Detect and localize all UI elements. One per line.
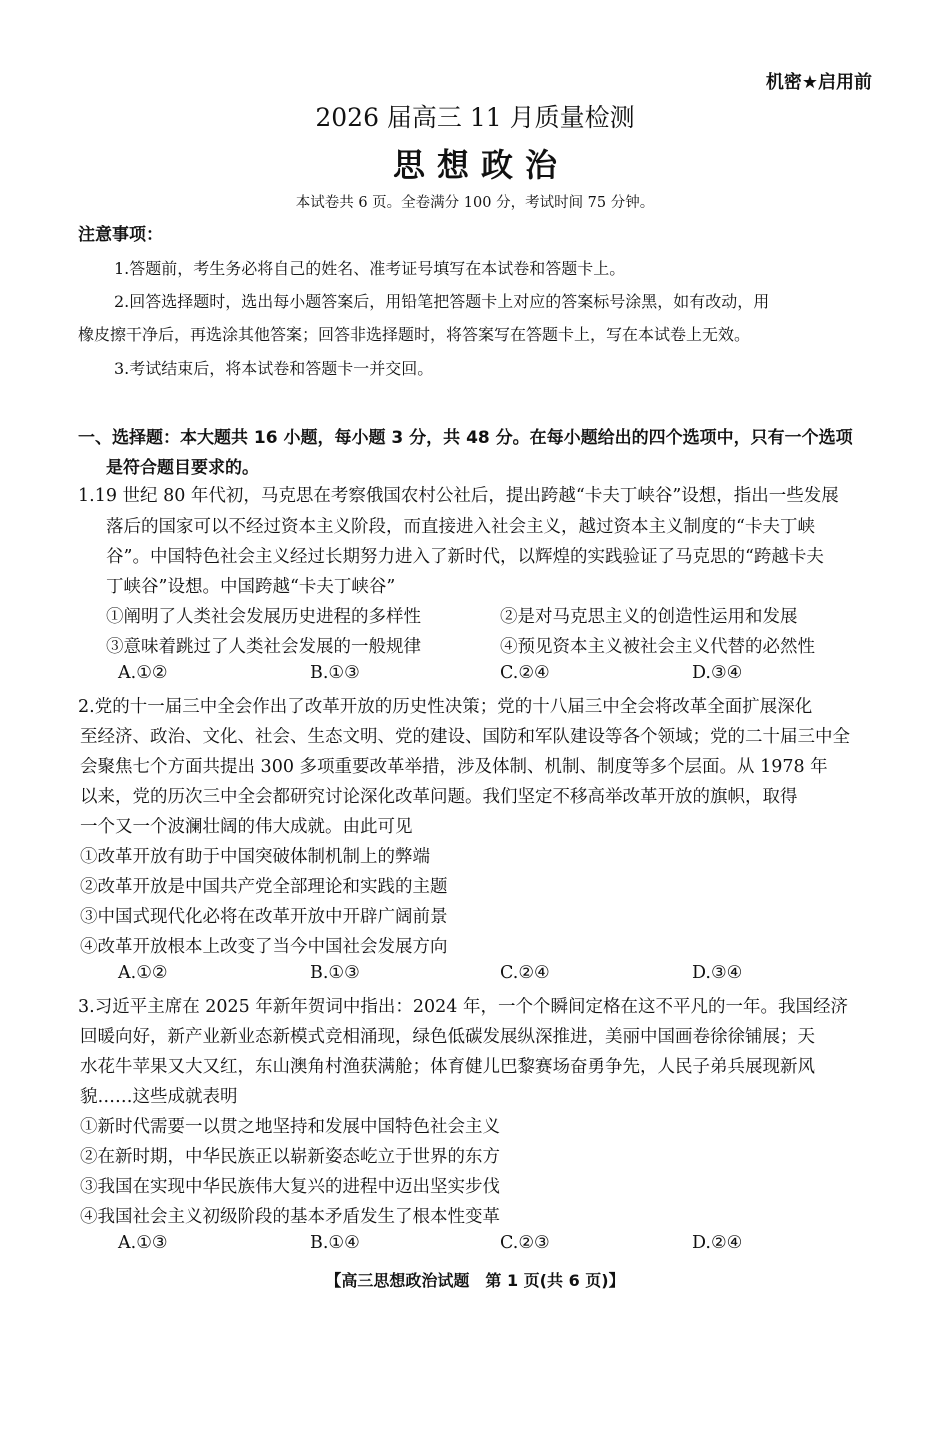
statement-option: ①改革开放有助于中国突破体制机制上的弊端 xyxy=(80,847,430,867)
answer-choice-d: D.③④ xyxy=(692,963,743,983)
answer-choice-a: A.①② xyxy=(118,663,168,683)
answer-choice-a: A.①③ xyxy=(118,1233,168,1253)
answer-choice-c: C.②④ xyxy=(500,963,550,983)
exam-title: 2026 届高三 11 月质量检测 xyxy=(315,103,635,132)
exam-info: 本试卷共 6 页。全卷满分 100 分，考试时间 75 分钟。 xyxy=(295,195,655,211)
question-stem-line: 丁峡谷”设想。中国跨越“卡夫丁峡谷” xyxy=(106,577,396,597)
statement-option: ①阐明了人类社会发展历史进程的多样性 xyxy=(106,607,421,627)
answer-choice-b: B.①③ xyxy=(310,663,360,683)
statement-option: ①新时代需要一以贯之地坚持和发展中国特色社会主义 xyxy=(80,1117,500,1137)
question-stem-line: 以来，党的历次三中全会都研究讨论深化改革问题。我们坚定不移高举改革开放的旗帜，取得 xyxy=(80,787,798,807)
answer-choice-c: C.②④ xyxy=(500,663,550,683)
notice-title: 注意事项： xyxy=(78,225,163,245)
question-stem-line: 谷”。中国特色社会主义经过长期努力进入了新时代，以辉煌的实践验证了马克思的“跨越卡夫 xyxy=(106,547,824,567)
statement-option: ②改革开放是中国共产党全部理论和实践的主题 xyxy=(80,877,448,897)
question-stem-line: 3.习近平主席在 2025 年新年贺词中指出：2024 年，一个个瞬间定格在这不平凡的一年。我国经济 xyxy=(78,997,848,1017)
statement-option: ②是对马克思主义的创造性运用和发展 xyxy=(500,607,798,627)
question-stem-line: 2.党的十一届三中全会作出了改革开放的历史性决策；党的十八届三中全会将改革全面扩展深化 xyxy=(78,697,813,717)
statement-option: ④预见资本主义被社会主义代替的必然性 xyxy=(500,637,815,657)
question-stem-line: 1.19 世纪 80 年代初，马克思在考察俄国农村公社后，提出跨越“卡夫丁峡谷”设想，指出一些发展 xyxy=(78,486,839,506)
notice-item-1: 1.答题前，考生务必将自己的姓名、准考证号填写在本试卷和答题卡上。 xyxy=(114,259,626,278)
answer-choice-c: C.②③ xyxy=(500,1233,550,1253)
statement-option: ④我国社会主义初级阶段的基本矛盾发生了根本性变革 xyxy=(80,1207,500,1227)
question-stem-line: 至经济、政治、文化、社会、生态文明、党的建设、国防和军队建设等各个领域；党的二十届三中全 xyxy=(80,727,850,747)
answer-choice-a: A.①② xyxy=(118,963,168,983)
question-stem-line: 回暖向好，新产业新业态新模式竞相涌现，绿色低碳发展纵深推进，美丽中国画卷徐徐铺展；天 xyxy=(80,1027,815,1047)
statement-option: ②在新时期，中华民族正以崭新姿态屹立于世界的东方 xyxy=(80,1147,500,1167)
answer-choice-d: D.③④ xyxy=(692,663,743,683)
subject-title: 思想政治 xyxy=(392,146,569,184)
answer-choice-b: B.①③ xyxy=(310,963,360,983)
page-footer: 【高三思想政治试题 第 1 页(共 6 页)】 xyxy=(325,1271,625,1290)
answer-choice-d: D.②④ xyxy=(692,1233,743,1253)
answer-choice-b: B.①④ xyxy=(310,1233,360,1253)
question-stem-line: 水花牛苹果又大又红，东山澳角村渔获满舱；体育健儿巴黎赛场奋勇争先，人民子弟兵展现新风 xyxy=(80,1057,815,1077)
notice-item-2: 2.回答选择题时，选出每小题答案后，用铅笔把答题卡上对应的答案标号涂黑，如有改动，用 xyxy=(114,292,770,311)
section-heading: 一、选择题：本大题共 16 小题，每小题 3 分，共 48 分。在每小题给出的四个选项中，只有一个选项 xyxy=(78,428,853,448)
statement-option: ③中国式现代化必将在改革开放中开辟广阔前景 xyxy=(80,907,448,927)
statement-option: ④改革开放根本上改变了当今中国社会发展方向 xyxy=(80,937,448,957)
confidential-label: 机密★启用前 xyxy=(765,72,872,93)
section-heading-cont: 是符合题目要求的。 xyxy=(106,458,259,478)
question-stem-line: 一个又一个波澜壮阔的伟大成就。由此可见 xyxy=(80,817,413,837)
notice-item-3: 3.考试结束后，将本试卷和答题卡一并交回。 xyxy=(114,359,434,378)
question-stem-line: 落后的国家可以不经过资本主义阶段，而直接进入社会主义，越过资本主义制度的“卡夫丁峡 xyxy=(106,517,815,537)
notice-item-2-cont: 橡皮擦干净后，再选涂其他答案；回答非选择题时，将答案写在答题卡上，写在本试卷上无效。 xyxy=(78,325,751,344)
question-stem-line: 会聚焦七个方面共提出 300 多项重要改革举措，涉及体制、机制、制度等多个层面。从 1978 年 xyxy=(80,757,828,777)
question-stem-line: 貌……这些成就表明 xyxy=(80,1087,238,1107)
statement-option: ③意味着跳过了人类社会发展的一般规律 xyxy=(106,637,421,657)
statement-option: ③我国在实现中华民族伟大复兴的进程中迈出坚实步伐 xyxy=(80,1177,500,1197)
